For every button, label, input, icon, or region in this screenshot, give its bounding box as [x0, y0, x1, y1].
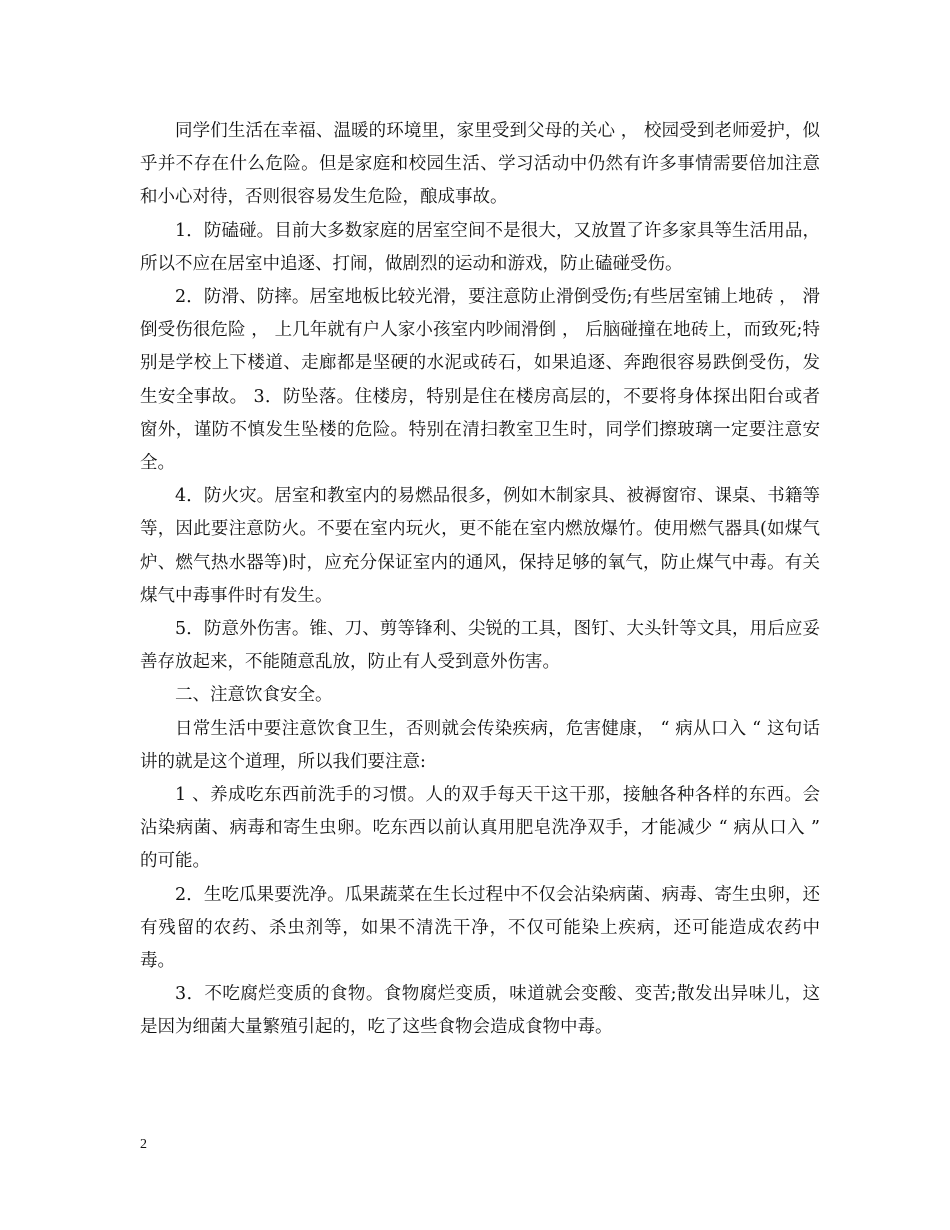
paragraph-intro: 同学们生活在幸福、温暖的环境里，家里受到父母的关心 ， 校园受到老师爱护，似乎并不存在什么危险。但是家庭和校园生活、学习活动中仍然有许多事情需要倍加注意和小心对待，否则很容易发生危险，酿成事故。	[140, 121, 820, 208]
paragraph-food-item-1: 1 、养成吃东西前洗手的习惯。人的双手每天干这干那，接触各种各样的东西。会沾染病菌、病毒和寄生虫卵。吃东西以前认真用肥皂洗净双手，才能减少 “ 病从口入 ” 的可能。	[140, 785, 820, 872]
page-number: 2	[140, 1137, 147, 1152]
paragraph-item-4: 4．防火灾。居室和教室内的易燃品很多，例如木制家具、被褥窗帘、课桌、书籍等等，因此要注意防火。不要在室内玩火，更不能在室内燃放爆竹。使用燃气器具(如煤气炉、燃气热水器等)时，应充分保证室内的通风，保持足够的氧气，防止煤气中毒。有关煤气中毒事件时有发生。	[140, 486, 820, 606]
section-heading-food-safety: 二、注意饮食安全。	[175, 685, 333, 706]
paragraph-item-1: 1．防磕碰。目前大多数家庭的居室空间不是很大，又放置了许多家具等生活用品，所以不应在居室中追逐、打闹，做剧烈的运动和游戏，防止磕碰受伤。	[140, 220, 820, 274]
paragraph-item-2-3: 2．防滑、防摔。居室地板比较光滑，要注意防止滑倒受伤;有些居室铺上地砖 ， 滑倒受伤很危险 ， 上几年就有户人家小孩室内吵闹滑倒 ， 后脑碰撞在地砖上，而致死;特别是学校上下楼道、走廊都是坚硬的水泥或砖石，如果追逐、奔跑很容易跌倒受伤，发生安全事故。 3．防坠落。住楼房，特别是住在楼房高层的，不要将身体探出阳台或者窗外，谨防不慎发生坠楼的危险。特别在清扫教室卫生时，同学们擦玻璃一定要注意安全。	[140, 287, 820, 474]
paragraph-food-item-3: 3．不吃腐烂变质的食物。食物腐烂变质，味道就会变酸、变苦;散发出异味儿，这是因为细菌大量繁殖引起的，吃了这些食物会造成食物中毒。	[140, 984, 820, 1038]
document-body	[140, 115, 820, 1045]
paragraph-item-5: 5．防意外伤害。锥、刀、剪等锋利、尖锐的工具，图钉、大头针等文具，用后应妥善存放起来，不能随意乱放，防止有人受到意外伤害。	[140, 619, 820, 673]
paragraph-food-intro: 日常生活中要注意饮食卫生，否则就会传染疾病，危害健康， “ 病从口入 “ 这句话讲的就是这个道理，所以我们要注意:	[140, 718, 820, 772]
paragraph-food-item-2: 2．生吃瓜果要洗净。瓜果蔬菜在生长过程中不仅会沾染病菌、病毒、寄生虫卵，还有残留的农药、杀虫剂等，如果不清洗干净，不仅可能染上疾病，还可能造成农药中毒。	[140, 884, 820, 972]
